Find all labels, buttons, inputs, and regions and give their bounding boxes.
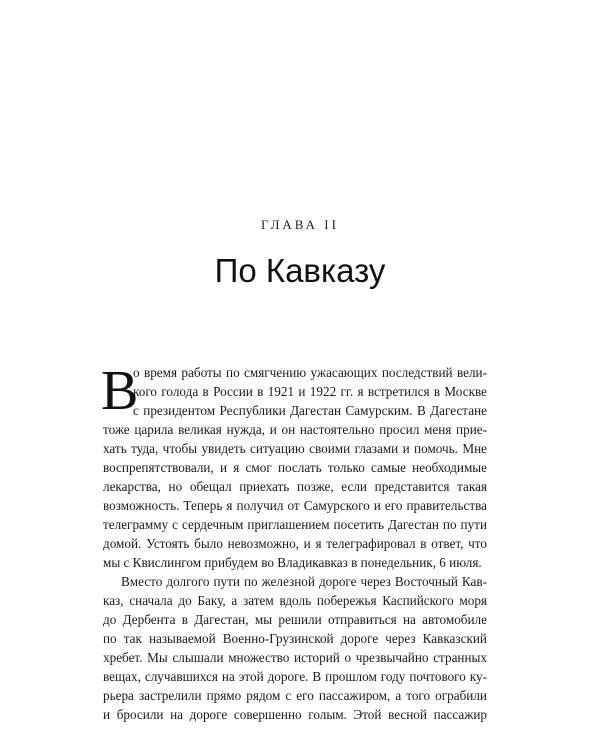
text-line: тоже царила великая нужда, и он настоятельно просил меня прие-: [103, 422, 487, 437]
chapter-title: По Кавказу: [214, 252, 386, 289]
text-line: о время работы по смягчению ужасающих последствий вели-: [133, 365, 487, 380]
drop-cap: В: [101, 360, 139, 422]
text-line: по так называемой Военно-Грузинской дороге через Кавказский: [103, 631, 487, 646]
text-line: и бросили на дороге совершенно голым. Этой весной пассажир: [103, 707, 487, 722]
text-line: мы с Квислингом прибудем во Владикавказ в понедельник, 6 июля.: [103, 555, 482, 570]
text-line: домой. Устоять было невозможно, и я телеграфировал в ответ, что: [103, 536, 487, 551]
text-line: хать туда, чтобы увидеть ситуацию своими глазами и помочь. Мне: [103, 441, 487, 456]
text-line: кого голода в России в 1921 и 1922 гг. я встретился в Москве: [133, 384, 487, 399]
text-line: Вместо долгого пути по железной дороге через Восточный Кав-: [121, 574, 487, 589]
text-line: хребет. Мы слышали множество историй о чрезвычайно странных: [103, 650, 487, 665]
text-line: возможность. Теперь я получил от Самурского и его правительства: [103, 498, 487, 513]
text-line: рьера застрелили прямо рядом с его пассажиром, а того ограбили: [103, 688, 487, 703]
body-text: [101, 360, 487, 724]
text-line: до Дербента в Дагестан, мы решили отправиться на автомобиле: [103, 612, 487, 627]
text-line: телеграмму с сердечным приглашением посетить Дагестан по пути: [103, 517, 487, 532]
text-line: с президентом Республики Дагестан Самурским. В Дагестане: [133, 403, 487, 418]
text-line: каз, сначала до Баку, а затем вдоль побережья Каспийского моря: [103, 593, 487, 608]
text-line: вещах, случавшихся на этой дороге. В прошлом году почтового ку-: [103, 669, 487, 684]
text-line: лекарства, но обещал приехать позже, если представится такая: [103, 479, 487, 494]
text-line: воспрепятствовали, и я смог послать только самые необходимые: [103, 460, 487, 475]
chapter-label: ГЛАВА II: [261, 217, 339, 232]
